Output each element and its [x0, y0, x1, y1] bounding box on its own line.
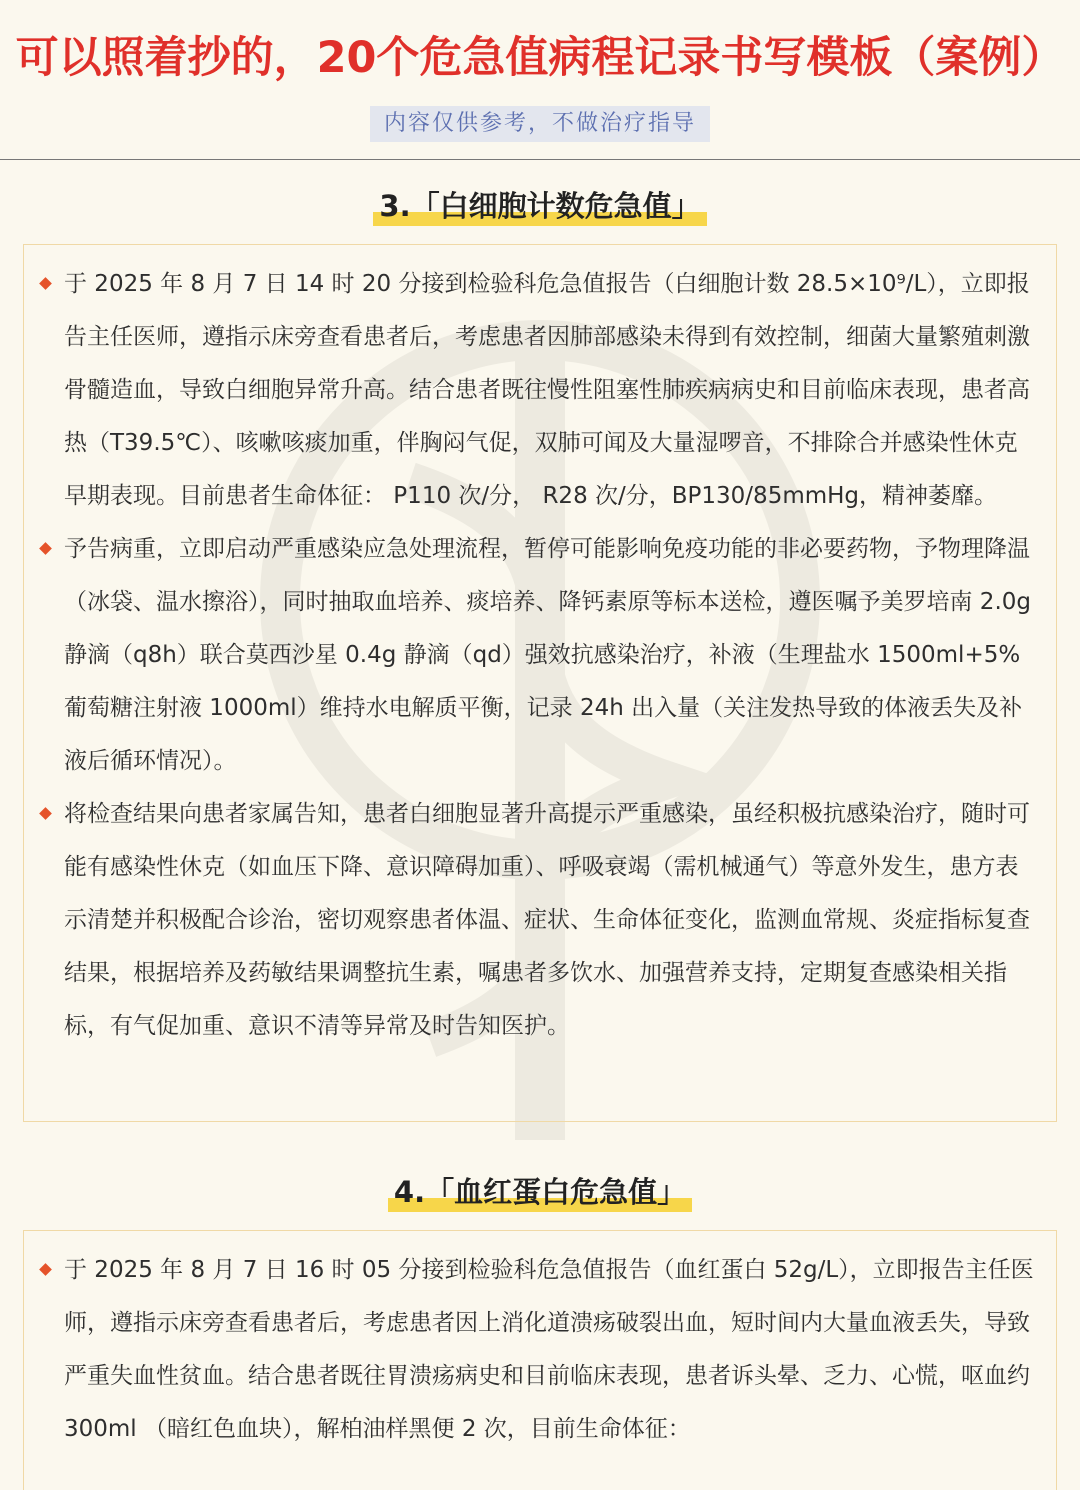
section-heading-hemoglobin: [0, 1170, 1080, 1214]
list-item-text: 予告病重，立即启动严重感染应急处理流程，暂停可能影响免疫功能的非必要药物，予物理降温（冰袋、温水擦浴），同时抽取血培养、痰培养、降钙素原等标本送检，遵医嘱予美罗培南 2.0g 静滴（q8h）联合莫西沙星 0.4g 静滴（qd）强效抗感染治疗，补液（生理盐水 1500ml+5%葡萄糖注射液 1000ml）维持水电解质平衡，记录 24h 出入量（关注发热导致的体液丢失及补液后循环情况）。: [64, 536, 1031, 774]
section-heading-text: 3.「白细胞计数危急值」: [373, 184, 706, 228]
header-divider: [0, 159, 1080, 160]
section-card-wbc: [23, 244, 1057, 1122]
list-item-text: 于 2025 年 8 月 7 日 16 时 05 分接到检验科危急值报告（血红蛋白 52g/L），立即报告主任医师，遵指示床旁查看患者后，考虑患者因上消化道溃疡破裂出血，短时间内大量血液丢失，导致严重失血性贫血。结合患者既往胃溃疡病史和目前临床表现，患者诉头晕、乏力、心慌，呕血约 300ml （暗红色血块），解柏油样黑便 2 次，目前生命体征：: [64, 1257, 1034, 1442]
bullet-list: [32, 1244, 1040, 1456]
list-item-text: 于 2025 年 8 月 7 日 14 时 20 分接到检验科危急值报告（白细胞计数 28.5×10⁹/L），立即报告主任医师，遵指示床旁查看患者后，考虑患者因肺部感染未得到有效控制，细菌大量繁殖刺激骨髓造血，导致白细胞异常升高。结合患者既往慢性阻塞性肺疾病病史和目前临床表现，患者高热（T39.5℃）、咳嗽咳痰加重，伴胸闷气促，双肺可闻及大量湿啰音，不排除合并感染性休克早期表现。目前患者生命体征： P110 次/分， R28 次/分，BP130/85mmHg，精神萎靡。: [64, 271, 1030, 509]
list-item-text: 将检查结果向患者家属告知，患者白细胞显著升高提示严重感染，虽经积极抗感染治疗，随时可能有感染性休克（如血压下降、意识障碍加重）、呼吸衰竭（需机械通气）等意外发生，患方表示清楚并积极配合诊治，密切观察患者体温、症状、生命体征变化，监测血常规、炎症指标复查结果，根据培养及药敏结果调整抗生素，嘱患者多饮水、加强营养支持，定期复查感染相关指标，有气促加重、意识不清等异常及时告知医护。: [64, 801, 1030, 1039]
bullet-diamond-icon: [39, 807, 52, 820]
bullet-diamond-icon: [39, 277, 52, 290]
section-heading-text: 4.「血红蛋白危急值」: [388, 1170, 692, 1214]
disclaimer-subtitle: 内容仅供参考，不做治疗指导: [370, 106, 710, 142]
list-item: [32, 258, 1040, 523]
bullet-diamond-icon: [39, 1263, 52, 1276]
bullet-list: [32, 258, 1040, 1053]
page-title: 可以照着抄的，20个危急值病程记录书写模板（案例）: [15, 33, 1065, 83]
section-card-hemoglobin: [23, 1230, 1057, 1490]
list-item: [32, 1244, 1040, 1456]
list-item: [32, 523, 1040, 788]
bullet-diamond-icon: [39, 542, 52, 555]
page-header: [0, 0, 1080, 160]
section-heading-wbc: [0, 184, 1080, 228]
list-item: [32, 788, 1040, 1053]
